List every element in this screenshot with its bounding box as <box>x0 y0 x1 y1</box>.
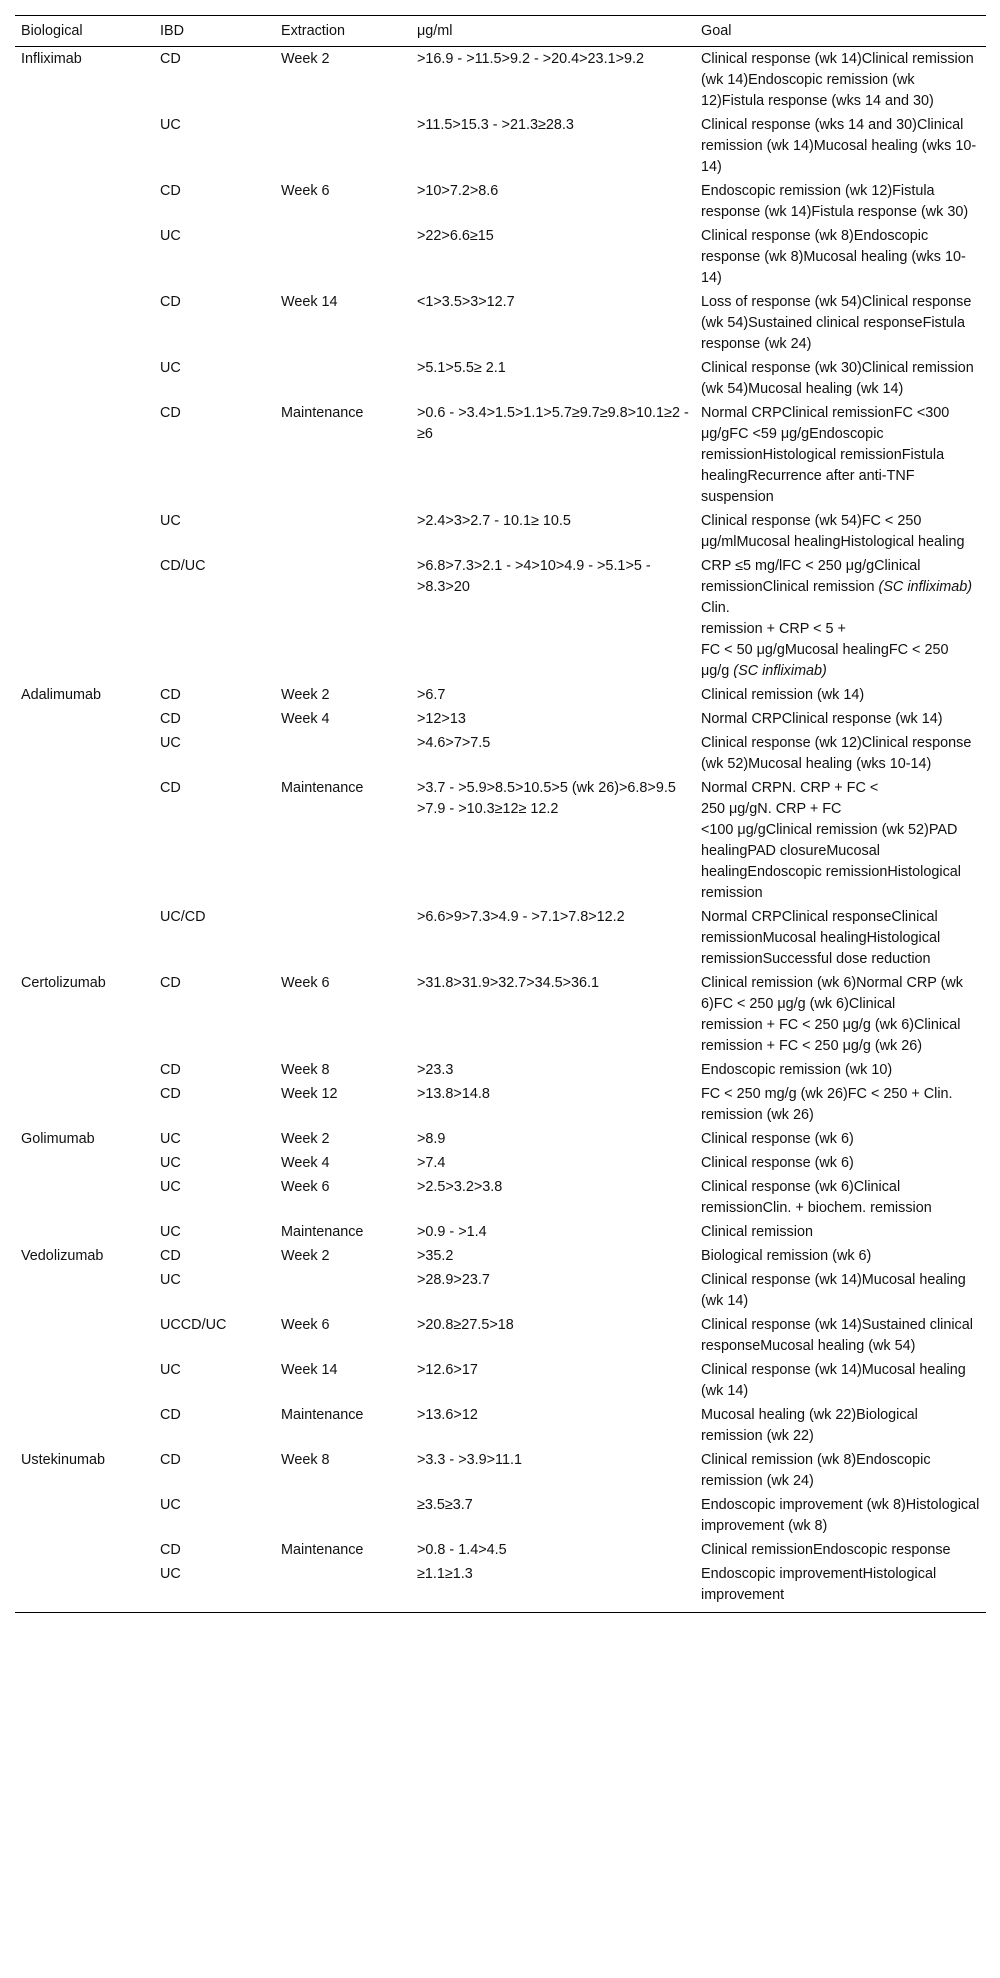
header-concentration: μg/ml <box>411 16 695 47</box>
cell-goal <box>695 971 986 1059</box>
cell-goal <box>695 906 986 971</box>
cell-biological <box>15 357 154 402</box>
goal-text: Clinical response (wk 14)Mucosal healing (wk 14) <box>701 1272 966 1309</box>
cell-concentration: >12>13 <box>417 711 466 727</box>
table-row <box>15 291 986 357</box>
cell-goal <box>695 1269 986 1314</box>
cell-ibd: CD <box>160 975 181 991</box>
cell-ibd: UC/CD <box>160 909 206 925</box>
cell-concentration: <1>3.5>3>12.7 <box>417 294 515 310</box>
cell-goal <box>695 1176 986 1221</box>
cell-biological <box>15 402 154 510</box>
cell-biological <box>15 1404 154 1448</box>
cell-biological <box>15 1563 154 1613</box>
cell-biological <box>15 510 154 555</box>
cell-ibd: UC <box>160 1179 181 1195</box>
table-row <box>15 708 986 732</box>
goal-text: Clinical response (wk 6) <box>701 1155 854 1171</box>
cell-concentration: >5.1>5.5≥ 2.1 <box>417 360 506 376</box>
cell-goal <box>695 1244 986 1269</box>
cell-extraction: Week 2 <box>281 51 330 67</box>
goal-text: Normal CRPClinical responseClinical remissionMucosal healingHistological remissionSuccessful dose reduction <box>701 909 941 967</box>
cell-ibd: CD <box>160 1407 181 1423</box>
cell-concentration: >3.3 - >3.9>11.1 <box>417 1452 522 1468</box>
cell-concentration: >3.7 - >5.9>8.5>10.5>5 (wk 26)>6.8>9.5 >7.9 - >10.3≥12≥ 12.2 <box>417 780 676 817</box>
header-biological: Biological <box>15 16 154 47</box>
table-body <box>15 47 986 1613</box>
cell-extraction: Maintenance <box>281 1542 364 1558</box>
goal-text: Clinical remission (wk 6)Normal CRP (wk 6)FC < 250 μg/g (wk 6)Clinical <box>701 975 964 1012</box>
goal-text: Endoscopic improvement (wk 8)Histological improvement (wk 8) <box>701 1497 980 1534</box>
cell-ibd: UC <box>160 228 181 244</box>
table-row <box>15 1176 986 1221</box>
cell-ibd: CD <box>160 1542 181 1558</box>
cell-ibd: UC <box>160 1272 181 1288</box>
table-row <box>15 732 986 777</box>
cell-goal <box>695 1494 986 1539</box>
cell-extraction <box>275 1269 411 1314</box>
cell-goal <box>695 777 986 906</box>
cell-extraction: Week 12 <box>281 1086 338 1102</box>
cell-concentration: >2.4>3>2.7 - 10.1≥ 10.5 <box>417 513 571 529</box>
table-row <box>15 1314 986 1359</box>
cell-biological: Infliximab <box>21 51 82 67</box>
cell-concentration: >0.9 - >1.4 <box>417 1224 487 1240</box>
goal-text: Clinical response (wk 14)Sustained clinical responseMucosal healing (wk 54) <box>701 1317 973 1354</box>
cell-concentration: >0.8 - 1.4>4.5 <box>417 1542 507 1558</box>
cell-extraction: Week 8 <box>281 1062 330 1078</box>
cell-ibd: CD <box>160 51 181 67</box>
goal-text: Clinical response (wk 6)Clinical remissionClin. + biochem. remission <box>701 1179 932 1216</box>
cell-extraction <box>275 555 411 683</box>
cell-ibd: UC <box>160 1362 181 1378</box>
cell-extraction: Maintenance <box>281 405 364 421</box>
table-row <box>15 906 986 971</box>
cell-goal <box>695 555 986 683</box>
goal-text: Clin. <box>701 600 730 616</box>
cell-biological <box>15 225 154 291</box>
cell-extraction: Week 4 <box>281 711 330 727</box>
goal-text: Normal CRPClinical remissionFC <300 μg/gFC <59 μg/gEndoscopic remissionHistological remissionFistula healingRecurrence after anti-TNF suspension <box>701 405 950 505</box>
cell-goal <box>695 708 986 732</box>
goal-text: FC < 250 mg/g (wk 26)FC < 250 + Clin. remission (wk 26) <box>701 1086 953 1123</box>
cell-concentration: >35.2 <box>417 1248 454 1264</box>
cell-concentration: >28.9>23.7 <box>417 1272 490 1288</box>
cell-extraction: Maintenance <box>281 1407 364 1423</box>
table-row <box>15 1448 986 1494</box>
header-extraction: Extraction <box>275 16 411 47</box>
cell-concentration: >16.9 - >11.5>9.2 - >20.4>23.1>9.2 <box>417 51 644 67</box>
cell-biological: Ustekinumab <box>21 1452 105 1468</box>
cell-goal <box>695 1404 986 1448</box>
cell-biological <box>15 291 154 357</box>
cell-ibd: UC <box>160 117 181 133</box>
cell-concentration: >23.3 <box>417 1062 454 1078</box>
table-row <box>15 357 986 402</box>
cell-extraction <box>275 1494 411 1539</box>
cell-biological <box>15 1221 154 1244</box>
cell-concentration: >6.8>7.3>2.1 - >4>10>4.9 - >5.1>5 - >8.3>20 <box>417 558 651 595</box>
cell-extraction <box>275 114 411 180</box>
table-row <box>15 1083 986 1127</box>
cell-extraction <box>275 357 411 402</box>
cell-concentration: >10>7.2>8.6 <box>417 183 499 199</box>
goal-text: remission + CRP < 5 + <box>701 621 846 637</box>
cell-concentration: >13.6>12 <box>417 1407 478 1423</box>
cell-ibd: UC <box>160 360 181 376</box>
cell-extraction: Week 6 <box>281 183 330 199</box>
table-row <box>15 180 986 225</box>
goal-text: <100 μg/gClinical remission (wk 52)PAD healingPAD closureMucosal healingEndoscopic remissionHistological remission <box>701 822 961 901</box>
goal-text: 250 μg/gN. CRP + FC <box>701 801 842 817</box>
cell-extraction <box>275 732 411 777</box>
cell-biological <box>15 708 154 732</box>
cell-extraction: Maintenance <box>281 1224 364 1240</box>
goal-text: Clinical response (wk 14)Clinical remission (wk 14)Endoscopic remission (wk 12)Fistula response (wks 14 and 30) <box>701 51 974 109</box>
table-row <box>15 47 986 115</box>
cell-goal <box>695 1127 986 1152</box>
cell-extraction: Week 4 <box>281 1155 330 1171</box>
table-row <box>15 1269 986 1314</box>
cell-concentration: >4.6>7>7.5 <box>417 735 491 751</box>
goal-text: Clinical response (wk 30)Clinical remission (wk 54)Mucosal healing (wk 14) <box>701 360 974 397</box>
table-row <box>15 1127 986 1152</box>
cell-biological <box>15 1314 154 1359</box>
goal-text: Clinical remissionEndoscopic response <box>701 1542 951 1558</box>
goal-text: Clinical response (wk 14)Mucosal healing (wk 14) <box>701 1362 966 1399</box>
goal-text: Clinical response (wk 54)FC < 250 μg/mlMucosal healingHistological healing <box>701 513 965 550</box>
goal-text: (SC infliximab) <box>878 579 973 595</box>
cell-goal <box>695 732 986 777</box>
goal-text: Clinical response (wk 8)Endoscopic response (wk 8)Mucosal healing (wks 10-14) <box>701 228 966 286</box>
cell-concentration: ≥3.5≥3.7 <box>417 1497 473 1513</box>
cell-goal <box>695 1059 986 1083</box>
cell-concentration: >13.8>14.8 <box>417 1086 490 1102</box>
cell-concentration: >7.4 <box>417 1155 446 1171</box>
cell-extraction <box>275 510 411 555</box>
cell-extraction: Week 8 <box>281 1452 330 1468</box>
table-row <box>15 971 986 1059</box>
table-header-row <box>15 16 986 47</box>
cell-goal <box>695 1539 986 1563</box>
cell-ibd: CD <box>160 1248 181 1264</box>
goal-text: Normal CRPClinical response (wk 14) <box>701 711 943 727</box>
goal-text: FC < 50 μg/gMucosal healingFC < 250 μg/g <box>701 642 949 679</box>
cell-concentration: >31.8>31.9>32.7>34.5>36.1 <box>417 975 600 991</box>
table-row <box>15 1563 986 1613</box>
goal-text: Endoscopic improvementHistological improvement <box>701 1566 937 1603</box>
header-ibd: IBD <box>154 16 275 47</box>
cell-ibd: UC <box>160 513 181 529</box>
cell-concentration: >20.8≥27.5>18 <box>417 1317 514 1333</box>
table-row <box>15 1059 986 1083</box>
cell-goal <box>695 1083 986 1127</box>
cell-biological <box>15 1494 154 1539</box>
cell-ibd: CD <box>160 711 181 727</box>
cell-goal <box>695 1359 986 1404</box>
cell-ibd: CD <box>160 183 181 199</box>
cell-goal <box>695 225 986 291</box>
cell-ibd: UC <box>154 1563 275 1613</box>
cell-ibd: UC <box>160 1131 181 1147</box>
cell-goal <box>695 1448 986 1494</box>
cell-biological <box>15 1269 154 1314</box>
cell-goal <box>695 1314 986 1359</box>
cell-goal <box>695 1563 986 1613</box>
cell-concentration: >11.5>15.3 - >21.3≥28.3 <box>417 117 574 133</box>
table-row <box>15 114 986 180</box>
cell-concentration: >12.6>17 <box>417 1362 478 1378</box>
goal-text: Clinical remission <box>701 1224 813 1240</box>
table-row <box>15 1152 986 1176</box>
cell-extraction: Week 14 <box>281 1362 338 1378</box>
cell-ibd: CD <box>160 780 181 796</box>
cell-extraction <box>275 1563 411 1613</box>
cell-ibd: CD/UC <box>160 558 206 574</box>
therapeutic-levels-table <box>15 15 986 1613</box>
cell-ibd: UCCD/UC <box>160 1317 227 1333</box>
cell-extraction: Week 2 <box>281 1131 330 1147</box>
table-row <box>15 1539 986 1563</box>
goal-text: Clinical response (wk 6) <box>701 1131 854 1147</box>
cell-ibd: UC <box>160 1155 181 1171</box>
cell-goal <box>695 180 986 225</box>
cell-concentration: ≥1.1≥1.3 <box>411 1563 695 1613</box>
cell-goal <box>695 47 986 115</box>
cell-ibd: CD <box>160 1086 181 1102</box>
cell-ibd: UC <box>160 735 181 751</box>
header-goal: Goal <box>695 16 986 47</box>
cell-biological <box>15 1359 154 1404</box>
cell-extraction: Week 2 <box>281 687 330 703</box>
cell-goal <box>695 510 986 555</box>
table-row <box>15 683 986 708</box>
cell-biological: Golimumab <box>21 1131 95 1147</box>
cell-extraction: Week 14 <box>281 294 338 310</box>
goal-text: CRP ≤5 mg/lFC < 250 μg/gClinical remissionClinical remission <box>701 558 921 595</box>
cell-ibd: CD <box>160 1062 181 1078</box>
goal-text: Clinical remission (wk 8)Endoscopic remission (wk 24) <box>701 1452 931 1489</box>
cell-concentration: >6.7 <box>417 687 446 703</box>
table-row <box>15 225 986 291</box>
cell-biological <box>15 1083 154 1127</box>
cell-ibd: UC <box>160 1497 181 1513</box>
goal-text: Clinical response (wk 12)Clinical response (wk 52)Mucosal healing (wks 10-14) <box>701 735 972 772</box>
cell-extraction: Week 6 <box>281 975 330 991</box>
cell-concentration: >6.6>9>7.3>4.9 - >7.1>7.8>12.2 <box>417 909 625 925</box>
table-row <box>15 1404 986 1448</box>
cell-extraction: Week 6 <box>281 1179 330 1195</box>
cell-biological <box>15 555 154 683</box>
cell-goal <box>695 114 986 180</box>
table-row <box>15 1221 986 1244</box>
table-row <box>15 777 986 906</box>
cell-concentration: >2.5>3.2>3.8 <box>417 1179 503 1195</box>
goal-text: Clinical response (wks 14 and 30)Clinical remission (wk 14)Mucosal healing (wks 10-14) <box>701 117 977 175</box>
cell-extraction <box>275 906 411 971</box>
cell-biological <box>15 114 154 180</box>
table-row <box>15 1494 986 1539</box>
table-row <box>15 402 986 510</box>
cell-biological <box>15 777 154 906</box>
cell-biological <box>15 1539 154 1563</box>
goal-text: Endoscopic remission (wk 12)Fistula response (wk 14)Fistula response (wk 30) <box>701 183 969 220</box>
table-row <box>15 1244 986 1269</box>
cell-biological <box>15 906 154 971</box>
goal-text: Biological remission (wk 6) <box>701 1248 872 1264</box>
cell-biological: Certolizumab <box>21 975 106 991</box>
table-row <box>15 1359 986 1404</box>
cell-concentration: >0.6 - >3.4>1.5>1.1>5.7≥9.7≥9.8>10.1≥2 - ≥6 <box>417 405 689 442</box>
cell-extraction: Maintenance <box>281 780 364 796</box>
goal-text: Normal CRPN. CRP + FC < <box>701 780 879 796</box>
cell-ibd: CD <box>160 1452 181 1468</box>
cell-extraction <box>275 225 411 291</box>
cell-goal <box>695 1152 986 1176</box>
cell-ibd: CD <box>160 687 181 703</box>
goal-text: remission + FC < 250 μg/g (wk 26) <box>701 1038 923 1054</box>
goal-text: (SC infliximab) <box>733 663 827 679</box>
goal-text: Clinical remission (wk 14) <box>701 687 865 703</box>
cell-biological <box>15 180 154 225</box>
cell-ibd: CD <box>160 405 181 421</box>
goal-text: Endoscopic remission (wk 10) <box>701 1062 893 1078</box>
cell-concentration: >8.9 <box>417 1131 446 1147</box>
cell-goal <box>695 1221 986 1244</box>
cell-concentration: >22>6.6≥15 <box>417 228 494 244</box>
cell-goal <box>695 357 986 402</box>
cell-goal <box>695 683 986 708</box>
cell-biological: Vedolizumab <box>21 1248 104 1264</box>
cell-extraction: Week 6 <box>281 1317 330 1333</box>
goal-text: remission + FC < 250 μg/g (wk 6)Clinical <box>701 1017 961 1033</box>
cell-biological <box>15 1176 154 1221</box>
cell-ibd: CD <box>160 294 181 310</box>
cell-biological <box>15 1059 154 1083</box>
cell-biological <box>15 1152 154 1176</box>
cell-biological: Adalimumab <box>21 687 101 703</box>
table-row <box>15 510 986 555</box>
goal-text: Loss of response (wk 54)Clinical response (wk 54)Sustained clinical responseFistula response (wk 24) <box>701 294 972 352</box>
cell-ibd: UC <box>160 1224 181 1240</box>
table-row <box>15 555 986 683</box>
cell-goal <box>695 291 986 357</box>
cell-extraction: Week 2 <box>281 1248 330 1264</box>
cell-goal <box>695 402 986 510</box>
cell-biological <box>15 732 154 777</box>
goal-text: Mucosal healing (wk 22)Biological remission (wk 22) <box>701 1407 918 1444</box>
